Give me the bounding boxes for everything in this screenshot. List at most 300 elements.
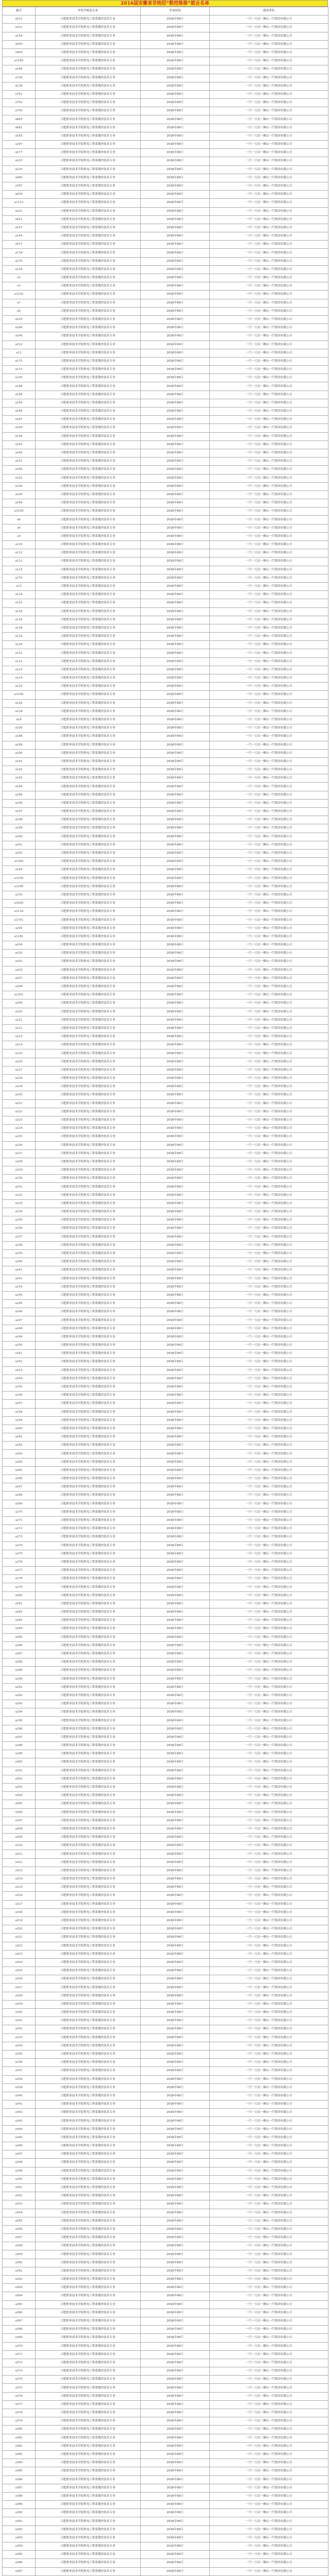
cell-employer: 一汽一大众一佛山一汽集团有限公司 bbox=[210, 1183, 328, 1191]
cell-employer: 一汽一大众一佛山一汽集团有限公司 bbox=[210, 215, 328, 224]
cell-employer: 一汽一大众一佛山一汽集团有限公司 bbox=[210, 40, 328, 48]
cell-school: 合肥职业技术学院机电工程系数控技术专业 bbox=[36, 1058, 141, 1066]
cell-id: a359 bbox=[3, 2250, 36, 2259]
table-row bbox=[3, 1942, 328, 1950]
cell-school: 合肥职业技术学院机电工程系数控技术专业 bbox=[36, 2300, 141, 2309]
cell-time: 2016年06月 bbox=[141, 2159, 210, 2167]
cell-id: a284 bbox=[3, 1625, 36, 1633]
cell-id: a265 bbox=[3, 1466, 36, 1475]
table-row bbox=[3, 958, 328, 966]
cell-employer: 一汽一大众一佛山一汽集团有限公司 bbox=[210, 2050, 328, 2058]
cell-time: 2016年06月 bbox=[141, 933, 210, 941]
cell-school: 合肥职业技术学院机电工程系数控技术专业 bbox=[36, 115, 141, 124]
cell-employer: 一汽一大众一佛山一汽集团有限公司 bbox=[210, 1958, 328, 1967]
cell-time: 2016年06月 bbox=[141, 999, 210, 1008]
cell-id: a228 bbox=[3, 1158, 36, 1166]
cell-id: a100 bbox=[3, 950, 36, 958]
cell-id: a246 bbox=[3, 1308, 36, 1316]
cell-employer: 一汽一大众一佛山一汽集团有限公司 bbox=[210, 1683, 328, 1691]
table-row bbox=[3, 1233, 328, 1241]
cell-time: 2016年06月 bbox=[141, 541, 210, 549]
table-row bbox=[3, 32, 328, 40]
cell-id: a316 bbox=[3, 1892, 36, 1900]
cell-school: 合肥职业技术学院机电工程系数控技术专业 bbox=[36, 1425, 141, 1433]
table-row bbox=[3, 457, 328, 466]
table-row bbox=[3, 2209, 328, 2217]
table-row bbox=[3, 1650, 328, 1658]
cell-id: a1000 bbox=[3, 900, 36, 908]
table-row bbox=[3, 1225, 328, 1233]
cell-time: 2016年06月 bbox=[141, 641, 210, 649]
cell-time: 2016年06月 bbox=[141, 32, 210, 40]
cell-employer: 一汽一大众一佛山一汽集团有限公司 bbox=[210, 2067, 328, 2075]
table-row bbox=[3, 1917, 328, 1925]
table-row bbox=[3, 2092, 328, 2100]
table-row bbox=[3, 2142, 328, 2150]
cell-school: 合肥职业技术学院机电工程系数控技术专业 bbox=[36, 2225, 141, 2233]
table-body bbox=[3, 15, 328, 2576]
cell-id: a389 bbox=[3, 2501, 36, 2509]
table-row bbox=[3, 1492, 328, 1500]
cell-school: 合肥职业技术学院机电工程系数控技术专业 bbox=[36, 891, 141, 899]
cell-time: 2016年06月 bbox=[141, 1867, 210, 1875]
cell-employer: 一汽一大众一佛山一汽集团有限公司 bbox=[210, 191, 328, 199]
cell-time: 2016年06月 bbox=[141, 57, 210, 65]
cell-employer: 一汽一大众一佛山一汽集团有限公司 bbox=[210, 2000, 328, 2008]
cell-school: 合肥职业技术学院机电工程系数控技术专业 bbox=[36, 2267, 141, 2275]
cell-time: 2016年06月 bbox=[141, 107, 210, 115]
cell-school: 合肥职业技术学院机电工程系数控技术专业 bbox=[36, 2083, 141, 2092]
cell-time: 2016年06月 bbox=[141, 2109, 210, 2117]
cell-id: a306 bbox=[3, 1808, 36, 1817]
cell-id: a191 bbox=[3, 757, 36, 766]
cell-time: 2016年06月 bbox=[141, 315, 210, 324]
cell-time: 2016年06月 bbox=[141, 124, 210, 132]
cell-employer: 一汽一大众一佛山一汽集团有限公司 bbox=[210, 1300, 328, 1308]
cell-time: 2016年06月 bbox=[141, 2359, 210, 2367]
cell-id: a356 bbox=[3, 2225, 36, 2233]
cell-id: a248 bbox=[3, 1325, 36, 1333]
cell-time: 2016年06月 bbox=[141, 249, 210, 257]
cell-employer: 一汽一大众一佛山一汽集团有限公司 bbox=[210, 1541, 328, 1550]
cell-employer: 一汽一大众一佛山一汽集团有限公司 bbox=[210, 307, 328, 315]
cell-school: 合肥职业技术学院机电工程系数控技术专业 bbox=[36, 541, 141, 549]
cell-id: a372 bbox=[3, 2359, 36, 2367]
cell-time: 2016年06月 bbox=[141, 1767, 210, 1775]
cell-school: 合肥职业技术学院机电工程系数控技术专业 bbox=[36, 2509, 141, 2517]
cell-employer: 一汽一大众一佛山一汽集团有限公司 bbox=[210, 1083, 328, 1091]
cell-employer: 一汽一大众一佛山一汽集团有限公司 bbox=[210, 849, 328, 857]
cell-employer: 一汽一大众一佛山一汽集团有限公司 bbox=[210, 1925, 328, 1934]
cell-school: 合肥职业技术学院机电工程系数控技术专业 bbox=[36, 2217, 141, 2225]
cell-employer: 一汽一大众一佛山一汽集团有限公司 bbox=[210, 507, 328, 516]
cell-time: 2016年06月 bbox=[141, 624, 210, 632]
cell-school: 合肥职业技术学院机电工程系数控技术专业 bbox=[36, 2559, 141, 2567]
cell-employer: 一汽一大众一佛山一汽集团有限公司 bbox=[210, 1550, 328, 1558]
table-row bbox=[3, 2033, 328, 2042]
cell-id: a1112 bbox=[3, 199, 36, 207]
cell-id: a164 bbox=[3, 866, 36, 874]
cell-school: 合肥职业技术学院机电工程系数控技术专业 bbox=[36, 1958, 141, 1967]
cell-time: 2016年06月 bbox=[141, 1291, 210, 1299]
cell-employer: 一汽一大众一佛山一汽集团有限公司 bbox=[210, 2326, 328, 2334]
cell-time: 2016年06月 bbox=[141, 382, 210, 391]
cell-employer: 一汽一大众一佛山一汽集团有限公司 bbox=[210, 1024, 328, 1032]
table-row bbox=[3, 1967, 328, 1975]
cell-employer: 一汽一大众一佛山一汽集团有限公司 bbox=[210, 2117, 328, 2125]
cell-time: 2016年06月 bbox=[141, 440, 210, 449]
cell-id: a286 bbox=[3, 1641, 36, 1650]
table-row bbox=[3, 1775, 328, 1783]
cell-id: a300 bbox=[3, 1758, 36, 1767]
cell-school: 合肥职业技术学院机电工程系数控技术专业 bbox=[36, 432, 141, 440]
cell-time: 2016年06月 bbox=[141, 974, 210, 982]
cell-id: a380 bbox=[3, 2426, 36, 2434]
table-row bbox=[3, 1483, 328, 1492]
cell-employer: 一汽一大众一佛山一汽集团有限公司 bbox=[210, 282, 328, 291]
table-row bbox=[3, 1442, 328, 1450]
cell-time: 2016年06月 bbox=[141, 2133, 210, 2142]
cell-school: 合肥职业技术学院机电工程系数控技术专业 bbox=[36, 2100, 141, 2109]
cell-id: a660 bbox=[3, 174, 36, 182]
table-row bbox=[3, 2517, 328, 2526]
table-row bbox=[3, 2000, 328, 2008]
table-row bbox=[3, 1058, 328, 1066]
cell-employer: 一汽一大众一佛山一汽集团有限公司 bbox=[210, 1108, 328, 1116]
cell-school: 合肥职业技术学院机电工程系数控技术专业 bbox=[36, 2109, 141, 2117]
table-row bbox=[3, 2467, 328, 2476]
cell-time: 2016年06月 bbox=[141, 858, 210, 866]
cell-employer: 一汽一大众一佛山一汽集团有限公司 bbox=[210, 99, 328, 107]
cell-school: 合肥职业技术学院机电工程系数控技术专业 bbox=[36, 599, 141, 607]
cell-school: 合肥职业技术学院机电工程系数控技术专业 bbox=[36, 1492, 141, 1500]
cell-id: a180 bbox=[3, 466, 36, 474]
table-row bbox=[3, 1608, 328, 1617]
cell-id: a210 bbox=[3, 1008, 36, 1016]
cell-employer: 一汽一大众一佛山一汽集团有限公司 bbox=[210, 699, 328, 707]
table-row bbox=[3, 791, 328, 799]
cell-employer: 一汽一大众一佛山一汽集团有限公司 bbox=[210, 1934, 328, 1942]
cell-id: a327 bbox=[3, 1984, 36, 1992]
table-row bbox=[3, 974, 328, 982]
cell-time: 2016年06月 bbox=[141, 2434, 210, 2442]
cell-time: 2016年06月 bbox=[141, 1691, 210, 1700]
cell-employer: 一汽一大众一佛山一汽集团有限公司 bbox=[210, 541, 328, 549]
cell-employer: 一汽一大众一佛山一汽集团有限公司 bbox=[210, 2217, 328, 2225]
cell-time: 2016年06月 bbox=[141, 2501, 210, 2509]
cell-school: 合肥职业技术学院机电工程系数控技术专业 bbox=[36, 824, 141, 833]
cell-id: a232 bbox=[3, 1191, 36, 1199]
cell-id: a100 bbox=[3, 490, 36, 499]
cell-employer: 一汽一大众一佛山一汽集团有限公司 bbox=[210, 2409, 328, 2417]
cell-id: a289 bbox=[3, 1667, 36, 1675]
cell-id: a199 bbox=[3, 824, 36, 833]
cell-employer: 一汽一大众一佛山一汽集团有限公司 bbox=[210, 1049, 328, 1058]
cell-time: 2016年06月 bbox=[141, 1858, 210, 1867]
cell-id: a192 bbox=[3, 440, 36, 449]
table-row bbox=[3, 1658, 328, 1667]
cell-employer: 一汽一大众一佛山一汽集团有限公司 bbox=[210, 2150, 328, 2159]
cell-id: a276 bbox=[3, 1558, 36, 1566]
cell-time: 2016年06月 bbox=[141, 1350, 210, 1358]
cell-id: a387 bbox=[3, 2484, 36, 2492]
cell-time: 2016年06月 bbox=[141, 2250, 210, 2259]
cell-employer: 一汽一大众一佛山一汽集团有限公司 bbox=[210, 1091, 328, 1099]
cell-school: 合肥职业技术学院机电工程系数控技术专业 bbox=[36, 1783, 141, 1791]
cell-school: 合肥职业技术学院机电工程系数控技术专业 bbox=[36, 1575, 141, 1583]
table-row bbox=[3, 2392, 328, 2400]
cell-id: a381 bbox=[3, 2434, 36, 2442]
cell-school: 合肥职业技术学院机电工程系数控技术专业 bbox=[36, 774, 141, 783]
cell-id: a285 bbox=[3, 1633, 36, 1641]
table-row bbox=[3, 2334, 328, 2342]
table-row bbox=[3, 582, 328, 590]
cell-employer: 一汽一大众一佛山一汽集团有限公司 bbox=[210, 1508, 328, 1516]
cell-time: 2016年06月 bbox=[141, 232, 210, 241]
cell-id: a158 bbox=[3, 391, 36, 399]
cell-time: 2016年06月 bbox=[141, 824, 210, 833]
cell-school: 合肥职业技术学院机电工程系数控技术专业 bbox=[36, 2526, 141, 2534]
table-row bbox=[3, 591, 328, 599]
cell-school: 合肥职业技术学院机电工程系数控技术专业 bbox=[36, 1900, 141, 1908]
cell-employer: 一汽一大众一佛山一汽集团有限公司 bbox=[210, 524, 328, 532]
cell-id: a329 bbox=[3, 2000, 36, 2008]
table-row bbox=[3, 1366, 328, 1375]
cell-school: 合肥职业技术学院机电工程系数控技术专业 bbox=[36, 1658, 141, 1667]
cell-time: 2016年06月 bbox=[141, 1700, 210, 1708]
cell-id: a283 bbox=[3, 1617, 36, 1625]
cell-school: 合肥职业技术学院机电工程系数控技术专业 bbox=[36, 2476, 141, 2484]
cell-id: a348 bbox=[3, 2159, 36, 2167]
cell-employer: 一汽一大众一佛山一汽集团有限公司 bbox=[210, 324, 328, 332]
table-row bbox=[3, 1850, 328, 1858]
table-row bbox=[3, 291, 328, 299]
cell-time: 2016年06月 bbox=[141, 733, 210, 741]
cell-employer: 一汽一大众一佛山一汽集团有限公司 bbox=[210, 1967, 328, 1975]
cell-school: 合肥职业技术学院机电工程系数控技术专业 bbox=[36, 2009, 141, 2017]
cell-id: a188 bbox=[3, 382, 36, 391]
cell-school: 合肥职业技术学院机电工程系数控技术专业 bbox=[36, 1641, 141, 1650]
cell-school: 合肥职业技术学院机电工程系数控技术专业 bbox=[36, 516, 141, 524]
cell-school: 合肥职业技术学院机电工程系数控技术专业 bbox=[36, 74, 141, 82]
cell-school: 合肥职业技术学院机电工程系数控技术专业 bbox=[36, 1992, 141, 2000]
cell-id: a226 bbox=[3, 1141, 36, 1149]
cell-id: a343 bbox=[3, 2117, 36, 2125]
cell-employer: 一汽一大众一佛山一汽集团有限公司 bbox=[210, 357, 328, 365]
cell-employer: 一汽一大众一佛山一汽集团有限公司 bbox=[210, 374, 328, 382]
cell-school: 合肥职业技术学院机电工程系数控技术专业 bbox=[36, 1125, 141, 1133]
cell-id: a312 bbox=[3, 341, 36, 349]
cell-time: 2016年06月 bbox=[141, 291, 210, 299]
cell-time: 2016年06月 bbox=[141, 207, 210, 215]
cell-employer: 一汽一大众一佛山一汽集团有限公司 bbox=[210, 791, 328, 799]
cell-school: 合肥职业技术学院机电工程系数控技术专业 bbox=[36, 507, 141, 516]
cell-id: a371 bbox=[3, 2350, 36, 2359]
cell-school: 合肥职业技术学院机电工程系数控技术专业 bbox=[36, 557, 141, 566]
cell-employer: 一汽一大众一佛山一汽集团有限公司 bbox=[210, 516, 328, 524]
cell-time: 2016年06月 bbox=[141, 165, 210, 174]
cell-school: 合肥职业技术学院机电工程系数控技术专业 bbox=[36, 2426, 141, 2434]
employment-table bbox=[2, 7, 328, 2576]
cell-employer: 一汽一大众一佛山一汽集团有限公司 bbox=[210, 2484, 328, 2492]
table-row bbox=[3, 40, 328, 48]
cell-employer: 一汽一大众一佛山一汽集团有限公司 bbox=[210, 440, 328, 449]
cell-school: 合肥职业技术学院机电工程系数控技术专业 bbox=[36, 591, 141, 599]
cell-id: a158 bbox=[3, 32, 36, 40]
cell-time: 2016年06月 bbox=[141, 324, 210, 332]
table-row bbox=[3, 115, 328, 124]
cell-employer: 一汽一大众一佛山一汽集团有限公司 bbox=[210, 1425, 328, 1433]
cell-school: 合肥职业技术学院机电工程系数控技术专业 bbox=[36, 2400, 141, 2409]
cell-school: 合肥职业技术学院机电工程系数控技术专业 bbox=[36, 149, 141, 157]
cell-time: 2016年06月 bbox=[141, 115, 210, 124]
cell-school: 合肥职业技术学院机电工程系数控技术专业 bbox=[36, 2417, 141, 2426]
cell-id: a338 bbox=[3, 2075, 36, 2083]
cell-school: 合肥职业技术学院机电工程系数控技术专业 bbox=[36, 282, 141, 291]
cell-id: a120 bbox=[3, 165, 36, 174]
cell-id: a314 bbox=[3, 1875, 36, 1884]
table-row bbox=[3, 641, 328, 649]
cell-employer: 一汽一大众一佛山一汽集团有限公司 bbox=[210, 549, 328, 557]
cell-id: a255 bbox=[3, 1383, 36, 1391]
cell-time: 2016年06月 bbox=[141, 2209, 210, 2217]
table-row bbox=[3, 74, 328, 82]
cell-school: 合肥职业技术学院机电工程系数控技术专业 bbox=[36, 191, 141, 199]
cell-employer: 一汽一大众一佛山一汽集团有限公司 bbox=[210, 908, 328, 916]
cell-time: 2016年06月 bbox=[141, 374, 210, 382]
cell-employer: 一汽一大众一佛山一汽集团有限公司 bbox=[210, 1892, 328, 1900]
cell-school: 合肥职业技术学院机电工程系数控技术专业 bbox=[36, 616, 141, 624]
table-row bbox=[3, 1108, 328, 1116]
cell-time: 2016年06月 bbox=[141, 48, 210, 57]
cell-employer: 一汽一大众一佛山一汽集团有限公司 bbox=[210, 1917, 328, 1925]
cell-employer: 一汽一大众一佛山一汽集团有限公司 bbox=[210, 1350, 328, 1358]
table-row bbox=[3, 2284, 328, 2292]
table-row bbox=[3, 299, 328, 307]
table-row bbox=[3, 1575, 328, 1583]
table-row bbox=[3, 808, 328, 816]
cell-employer: 一汽一大众一佛山一汽集团有限公司 bbox=[210, 349, 328, 357]
table-row bbox=[3, 1383, 328, 1391]
cell-school: 合肥职业技术学院机电工程系数控技术专业 bbox=[36, 766, 141, 774]
cell-id: a354 bbox=[3, 2209, 36, 2217]
cell-employer: 一汽一大众一佛山一汽集团有限公司 bbox=[210, 1316, 328, 1325]
table-row bbox=[3, 824, 328, 833]
cell-time: 2016年06月 bbox=[141, 1558, 210, 1566]
table-row bbox=[3, 1958, 328, 1967]
cell-employer: 一汽一大众一佛山一汽集团有限公司 bbox=[210, 1742, 328, 1750]
cell-school: 合肥职业技术学院机电工程系数控技术专业 bbox=[36, 15, 141, 24]
cell-school: 合肥职业技术学院机电工程系数控技术专业 bbox=[36, 2033, 141, 2042]
cell-time: 2016年06月 bbox=[141, 157, 210, 165]
cell-school: 合肥职业技术学院机电工程系数控技术专业 bbox=[36, 1834, 141, 1842]
cell-school: 合肥职业技术学院机电工程系数控技术专业 bbox=[36, 958, 141, 966]
cell-id: a224 bbox=[3, 1125, 36, 1133]
cell-school: 合肥职业技术学院机电工程系数控技术专业 bbox=[36, 1758, 141, 1767]
cell-time: 2016年06月 bbox=[141, 757, 210, 766]
cell-id: a504 bbox=[3, 191, 36, 199]
cell-employer: 一汽一大众一佛山一汽集团有限公司 bbox=[210, 2350, 328, 2359]
cell-time: 2016年06月 bbox=[141, 1125, 210, 1133]
cell-id: a293 bbox=[3, 1700, 36, 1708]
cell-time: 2016年06月 bbox=[141, 349, 210, 357]
cell-time: 2016年06月 bbox=[141, 683, 210, 691]
table-row bbox=[3, 1375, 328, 1383]
cell-id: a1201 bbox=[3, 991, 36, 999]
cell-time: 2016年06月 bbox=[141, 1249, 210, 1258]
cell-school: 合肥职业技术学院机电工程系数控技术专业 bbox=[36, 1049, 141, 1058]
table-row bbox=[3, 182, 328, 190]
cell-school: 合肥职业技术学院机电工程系数控技术专业 bbox=[36, 408, 141, 416]
cell-time: 2016年06月 bbox=[141, 1408, 210, 1416]
cell-school: 合肥职业技术学院机电工程系数控技术专业 bbox=[36, 649, 141, 657]
table-row bbox=[3, 2234, 328, 2242]
cell-time: 2016年06月 bbox=[141, 2284, 210, 2292]
cell-id: a322 bbox=[3, 1942, 36, 1950]
cell-id: a1180 bbox=[3, 883, 36, 891]
cell-school: 合肥职业技术学院机电工程系数控技术专业 bbox=[36, 249, 141, 257]
cell-employer: 一汽一大众一佛山一汽集团有限公司 bbox=[210, 2501, 328, 2509]
cell-employer: 一汽一大众一佛山一汽集团有限公司 bbox=[210, 2250, 328, 2259]
cell-id: a296 bbox=[3, 1725, 36, 1733]
cell-time: 2016年06月 bbox=[141, 774, 210, 783]
cell-time: 2016年06月 bbox=[141, 1975, 210, 1984]
cell-employer: 一汽一大众一佛山一汽集团有限公司 bbox=[210, 1725, 328, 1733]
cell-employer: 一汽一大众一佛山一汽集团有限公司 bbox=[210, 1825, 328, 1833]
cell-time: 2016年06月 bbox=[141, 1658, 210, 1667]
table-row bbox=[3, 1091, 328, 1099]
cell-time: 2016年06月 bbox=[141, 549, 210, 557]
cell-time: 2016年06月 bbox=[141, 516, 210, 524]
cell-employer: 一汽一大众一佛山一汽集团有限公司 bbox=[210, 2384, 328, 2392]
cell-id: a249 bbox=[3, 1333, 36, 1341]
cell-employer: 一汽一大众一佛山一汽集团有限公司 bbox=[210, 966, 328, 974]
cell-school: 合肥职业技术学院机电工程系数控技术专业 bbox=[36, 1249, 141, 1258]
cell-time: 2016年06月 bbox=[141, 1116, 210, 1124]
cell-school: 合肥职业技术学院机电工程系数控技术专业 bbox=[36, 1742, 141, 1750]
cell-school: 合肥职业技术学院机电工程系数控技术专业 bbox=[36, 2242, 141, 2250]
cell-school: 合肥职业技术学院机电工程系数控技术专业 bbox=[36, 65, 141, 74]
cell-school: 合肥职业技术学院机电工程系数控技术专业 bbox=[36, 2234, 141, 2242]
cell-school: 合肥职业技术学院机电工程系数控技术专业 bbox=[36, 1416, 141, 1425]
table-row bbox=[3, 1733, 328, 1741]
cell-time: 2016年06月 bbox=[141, 15, 210, 24]
column-header-school: 毕业学校及专业 bbox=[36, 7, 141, 15]
table-row bbox=[3, 1416, 328, 1425]
cell-school: 合肥职业技术学院机电工程系数控技术专业 bbox=[36, 524, 141, 532]
cell-employer: 一汽一大众一佛山一汽集团有限公司 bbox=[210, 265, 328, 274]
cell-time: 2016年06月 bbox=[141, 1066, 210, 1074]
table-row bbox=[3, 1400, 328, 1408]
table-row bbox=[3, 541, 328, 549]
cell-employer: 一汽一大众一佛山一汽集团有限公司 bbox=[210, 1233, 328, 1241]
cell-time: 2016年06月 bbox=[141, 1300, 210, 1308]
cell-school: 合肥职业技术学院机电工程系数控技术专业 bbox=[36, 741, 141, 749]
table-row bbox=[3, 2543, 328, 2551]
cell-id: a290 bbox=[3, 1675, 36, 1683]
table-row bbox=[3, 908, 328, 916]
cell-employer: 一汽一大众一佛山一汽集团有限公司 bbox=[210, 1058, 328, 1066]
table-row bbox=[3, 1758, 328, 1767]
table-row bbox=[3, 1116, 328, 1124]
cell-time: 2016年06月 bbox=[141, 1024, 210, 1032]
cell-employer: 一汽一大众一佛山一汽集团有限公司 bbox=[210, 2167, 328, 2175]
table-row bbox=[3, 416, 328, 424]
cell-school: 合肥职业技术学院机电工程系数控技术专业 bbox=[36, 791, 141, 799]
cell-school: 合肥职业技术学院机电工程系数控技术专业 bbox=[36, 2192, 141, 2200]
table-row bbox=[3, 1984, 328, 1992]
cell-school: 合肥职业技术学院机电工程系数控技术专业 bbox=[36, 1225, 141, 1233]
